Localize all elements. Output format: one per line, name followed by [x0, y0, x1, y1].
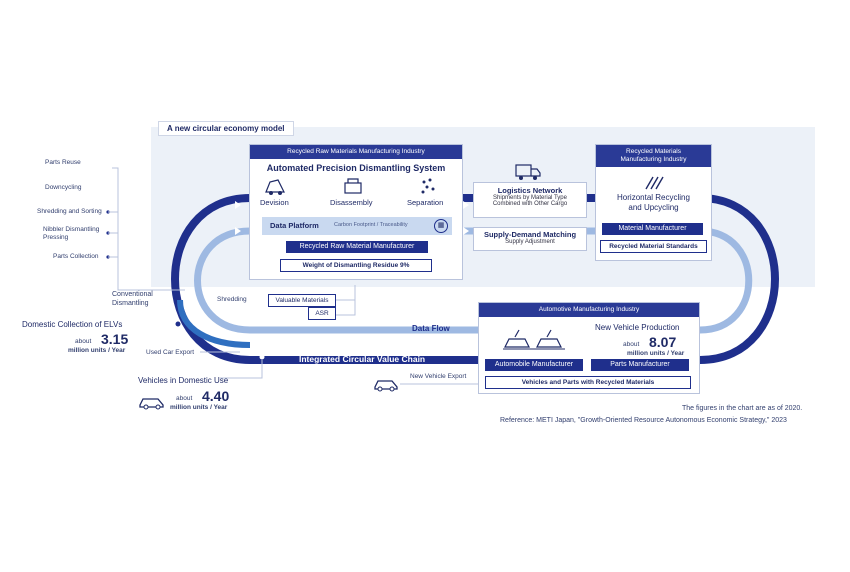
used-car-export-label: Used Car Export	[146, 349, 195, 356]
material-manufacturer: Material Manufacturer	[602, 223, 703, 235]
recycled-materials-box	[595, 144, 712, 261]
dismantling-box	[249, 144, 463, 280]
logistics-box	[473, 182, 587, 218]
parts-reuse-label: Parts Reuse	[45, 159, 81, 166]
engine-icon	[342, 176, 364, 196]
collection-about: about	[75, 338, 92, 345]
domestic-use-unit: million units / Year	[170, 404, 228, 411]
logistics-desc-1: Shipments by Material Type	[493, 195, 567, 201]
parts-collection-label: Parts Collection	[53, 253, 99, 260]
production-unit: million units / Year	[627, 350, 685, 357]
new-vehicle-export-label: New Vehicle Export	[410, 373, 467, 380]
data-flow-label: Data Flow	[412, 324, 450, 333]
asr: ASR	[308, 307, 336, 320]
collection-label: Domestic Collection of ELVs	[22, 320, 123, 329]
domestic-use-about: about	[176, 395, 193, 402]
production-value: 8.07	[649, 334, 677, 350]
recycled-raw-material-manufacturer: Recycled Raw Material Manufacturer	[286, 241, 428, 253]
car-body-icon	[264, 176, 286, 196]
recycled-title-2: and Upcycling	[628, 203, 679, 213]
recycled-header-2: Manufacturing Industry	[620, 156, 687, 164]
factory-car-icon	[503, 327, 565, 353]
shredding-sorting-label: Shredding and Sorting	[37, 208, 102, 215]
step-disassembly: Disassembly	[330, 198, 373, 208]
vehicles-parts-recycled: Vehicles and Parts with Recycled Materials	[485, 376, 691, 389]
domestic-use-value: 4.40	[202, 388, 230, 404]
qr-code-icon: ▦	[434, 219, 448, 233]
particles-icon	[418, 176, 440, 196]
logistics-title: Logistics Network	[497, 186, 563, 195]
flow-arrow	[463, 201, 469, 209]
dismantling-title: Automated Precision Dismantling System	[266, 163, 446, 174]
automobile-manufacturer: Automobile Manufacturer	[485, 359, 583, 371]
value-chain-label: Integrated Circular Value Chain	[299, 354, 426, 364]
domestic-use-label: Vehicles in Domestic Use	[138, 376, 229, 385]
step-icons	[250, 176, 462, 210]
car-icon	[373, 377, 399, 392]
automotive-box	[478, 302, 700, 394]
data-platform-sub: Carbon Footprint / Traceability	[334, 222, 408, 228]
step-separation: Separation	[407, 198, 444, 208]
collection-value: 3.15	[101, 331, 129, 347]
model-title: A new circular economy model	[158, 121, 294, 136]
recycled-title-1: Horizontal Recycling	[617, 193, 690, 203]
parts-manufacturer: Parts Manufacturer	[591, 359, 689, 371]
step-devision: Devision	[260, 198, 289, 208]
production-about: about	[623, 341, 640, 348]
reference-note: Reference: METI Japan, "Growth-Oriented Resource Autonomous Economic Strategy," 2023	[500, 417, 787, 424]
nibbler-dismantling-label: Nibbler Dismantling	[43, 226, 100, 233]
collection-unit: million units / Year	[68, 347, 126, 354]
figures-note: The figures in the chart are as of 2020.	[682, 405, 803, 412]
matching-sub: Supply Adjustment	[505, 239, 555, 245]
car-icon	[138, 394, 166, 410]
dismantling-residue: Weight of Dismantling Residue 9%	[280, 259, 432, 272]
logistics-desc-2: Combined with Other Cargo	[492, 201, 568, 207]
data-platform-bar	[262, 217, 452, 235]
recycled-header-1: Recycled Materials	[626, 148, 681, 155]
recycled-material-standards: Recycled Material Standards	[600, 240, 707, 253]
dismantling-header: Recycled Raw Materials Manufacturing Industry	[250, 145, 462, 159]
pressing-label: Pressing	[43, 234, 69, 241]
data-platform-label: Data Platform	[270, 221, 319, 230]
shredding-label: Shredding	[217, 296, 247, 303]
automotive-header: Automotive Manufacturing Industry	[479, 303, 699, 317]
valuable-materials: Valuable Materials	[268, 294, 336, 307]
production-label: New Vehicle Production	[595, 323, 680, 332]
matching-title: Supply-Demand Matching	[483, 230, 577, 239]
downcycling-label: Downcycling	[45, 184, 82, 191]
matching-box	[473, 227, 587, 251]
recycle-hand-icon	[643, 173, 665, 191]
conventional-label-1: Conventional	[112, 291, 153, 298]
conventional-label-2: Dismantling	[112, 300, 149, 307]
truck-icon	[515, 163, 541, 181]
